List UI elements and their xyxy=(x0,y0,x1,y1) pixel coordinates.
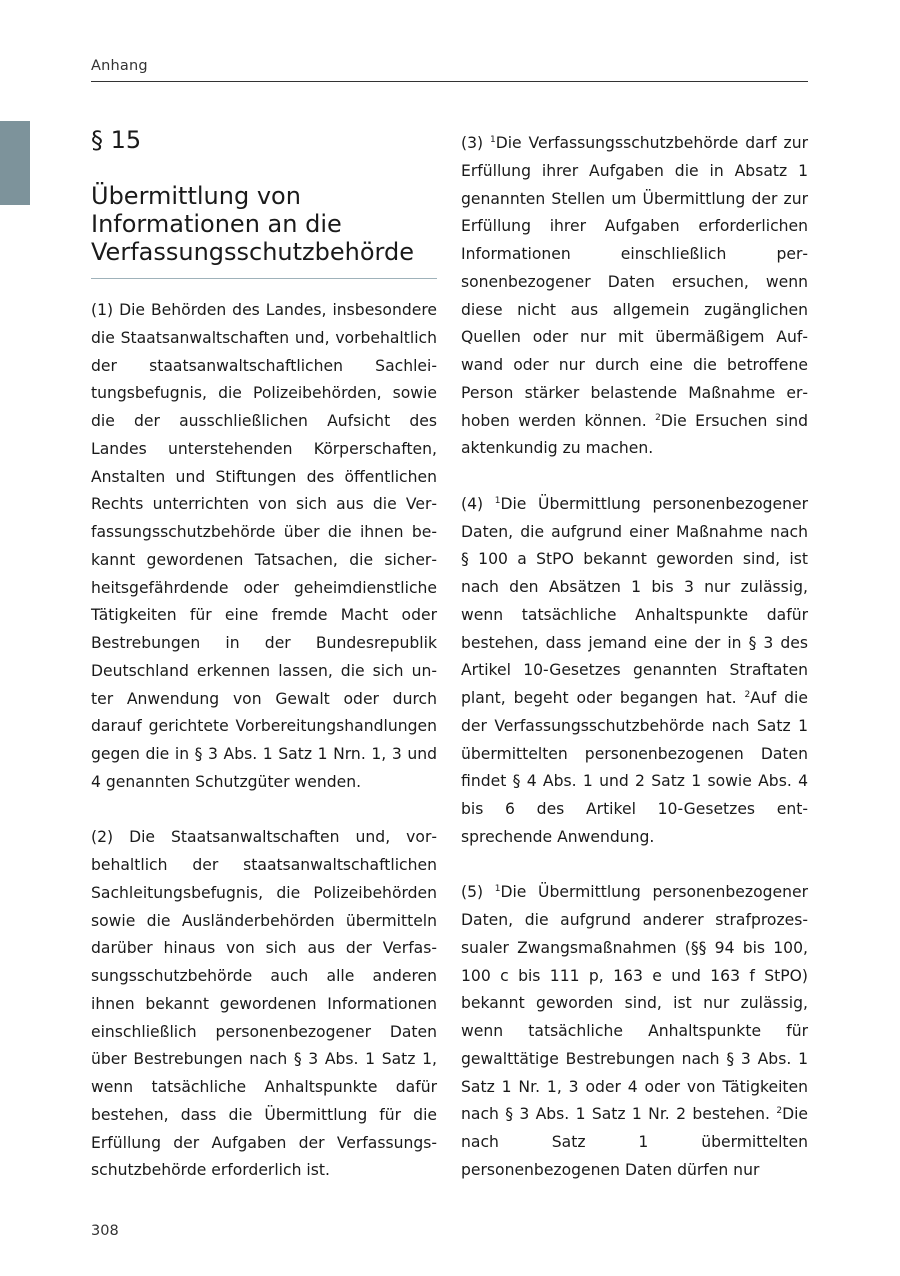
sentence-number: 1 xyxy=(494,495,501,506)
paragraph-label: (5) xyxy=(461,883,484,902)
sentence-number: 1 xyxy=(494,884,501,895)
paragraph-2: (2) Die Staatsanwaltschaften und, vorbehaltlich der staatsanwaltschaftlichen Sachleitungsbefugnis, die Polizeibehörden sowie die Ausländerbehörden übermitteln darüber hinaus von sich aus der Verfassungsschutzbehörde auch alle anderen ihnen bekannt gewordenen Informationen einschließlich personenbezogener Daten über Bestrebungen nach § 3 Abs. 1 Satz 1, wenn tatsächliche Anhaltspunkte dafür bestehen, dass die Übermittlung für die Erfüllung der Aufgaben der Verfassungsschutzbehörde erforderlich ist. xyxy=(91,828,437,1180)
paragraph-3 xyxy=(461,130,808,463)
sentence-text: Die Ersuchen sind aktenkundig zu machen. xyxy=(461,411,808,458)
page-number: 308 xyxy=(91,1223,119,1239)
paragraph-label: (3) xyxy=(461,134,484,152)
sentence-text: Auf die der Verfassungsschutzbehörde nach Satz 1 übermittelten personenbezogenen Daten findet § 4 Abs. 1 und 2 Satz 1 sowie Abs. 4 bis 6 des Artikel 10-Gesetzes entsprechende Anwendung. xyxy=(461,689,808,846)
sentence-number: 2 xyxy=(744,690,751,700)
paragraph-1: (1) Die Behörden des Landes, insbesondere die Staatsanwaltschaften und, vorbehaltlich der staatsanwaltschaftlichen Sachleitungsbefugnis, die Polizeibehörden, sowie die der ausschließlichen Aufsicht des Landes unterstehenden Körperschaften, Anstalten und Stiftungen des öffentlichen Rechts unterrichten von sich aus die Verfassungsschutzbehörde über die ihnen bekannt gewordenen Tatsachen, die sicherheitsgefährdende oder geheimdienstliche Tätigkeiten für eine fremde Macht oder Bestrebungen in der Bundesrepublik Deutschland erkennen lassen, die sich unter Anwendung von Gewalt oder durch darauf gerichtete Vorbereitungshandlungen gegen die in § 3 Abs. 1 Satz 1 Nrn. 1, 3 und 4 genannten Schutzgüter wenden. xyxy=(91,301,437,791)
section-title-line: Informationen an die xyxy=(91,210,342,238)
running-header: Anhang xyxy=(91,58,148,74)
header-rule xyxy=(91,81,808,82)
left-column xyxy=(91,297,437,1213)
paragraph-5 xyxy=(461,879,808,1184)
sentence-text: Die Verfassungsschutzbehörde darf zur Erfüllung ihrer Aufgaben die in Absatz 1 genannten Stellen um Übermittlung der zur Erfüllung ihrer Aufgaben erforderlichen Informationen einschließlich personenbezogener Daten ersuchen, wenn diese nicht aus allgemein zugänglichen Quellen oder nur mit übermäßigem Aufwand oder nur durch eine die betroffene Person stärker belastende Maßnahme erhoben werden können. xyxy=(461,134,808,430)
section-title-line: Verfassungsschutzbehörde xyxy=(91,238,414,266)
chapter-tab-marker xyxy=(0,121,30,205)
paragraph-4 xyxy=(461,491,808,852)
right-column xyxy=(461,130,808,1212)
sentence-number: 2 xyxy=(655,412,661,423)
paragraph-label: (4) xyxy=(461,494,484,513)
section-title-line: Übermittlung von xyxy=(91,182,301,210)
section-title xyxy=(91,182,437,266)
sentence-number: 2 xyxy=(776,1106,783,1117)
sentence-text: Die nach Satz 1 übermittelten personenbezogenen Daten dürfen nur xyxy=(461,1105,808,1179)
sentence-number: 1 xyxy=(489,135,496,145)
sentence-text: Die Übermittlung personenbezogener Daten, die aufgrund einer Maßnahme nach § 100 a StPO bekannt geworden sind, ist nach den Absätzen 1 bis 3 nur zulässig, wenn tatsächliche Anhaltspunkte dafür bestehen, dass jemand eine der in § 3 des Artikel 10-Gesetzes genannten Straftaten plant, begeht oder begangen hat. xyxy=(461,494,808,707)
title-rule xyxy=(91,278,437,279)
section-number: § 15 xyxy=(91,126,142,154)
sentence-text: Die Übermittlung personenbezogener Daten, die aufgrund anderer strafprozessualer Zwangsmaßnahmen (§§ 94 bis 100, 100 c bis 111 p, 163 e und 163 f StPO) bekannt geworden sind, ist nur zulässig, wenn tatsächliche Anhaltspunkte für gewalttätige Bestrebungen nach § 3 Abs. 1 Satz 1 Nr. 1, 3 oder 4 oder von Tätigkeiten nach § 3 Abs. 1 Satz 1 Nr. 2 bestehen. xyxy=(461,883,808,1124)
